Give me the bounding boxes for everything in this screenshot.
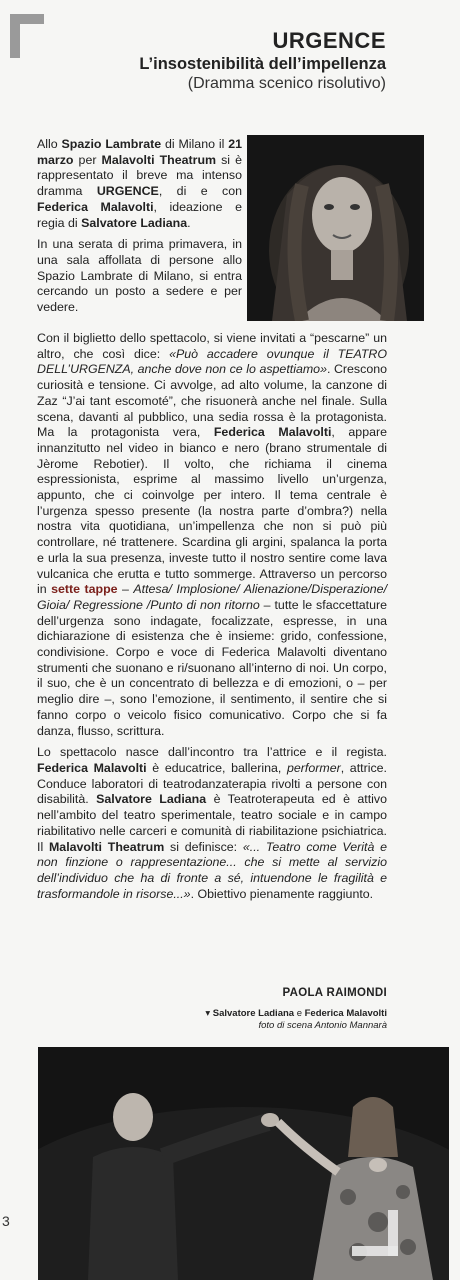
corner-bracket-top-left xyxy=(10,14,44,58)
paragraph-1: Allo Spazio Lambrate di Milano il 21 marzo per Malavolti Theatrum si è rappresentato il breve ma intenso dramma URGENCE, di e con Federica Malavolti, ideazione e regia di Salvatore Ladiana. xyxy=(37,137,243,230)
article-subtitle-secondary: (Dramma scenico risolutivo) xyxy=(187,75,386,92)
photo-caption: ▾ Salvatore Ladiana e Federica Malavolti foto di scena Antonio Mannarà xyxy=(205,1008,387,1031)
paragraph-2: In una serata di prima primavera, in una sala affollata di persone allo Spazio Lambrate di Milano, si entra cercando un posto a sedere e per vedere. xyxy=(37,237,242,315)
corner-bracket-bottom-right xyxy=(352,1210,398,1256)
page-number: 3 xyxy=(2,1213,10,1229)
caption-arrow-icon: ▾ xyxy=(205,1008,211,1019)
author-signature: PAOLA RAIMONDI xyxy=(282,987,387,999)
paragraph-4: Lo spettacolo nasce dall’incontro tra l’attrice e il regista. Federica Malavolti è educatrice, ballerina, performer, attrice. Conduce laboratori di teatrodanzaterapia rivolti a persone con disabilità. Salvatore Ladiana è Teatroterapeuta ed è attivo nell’ambito del teatro sperimentale, teatro sociale e in campo riabilitativo nelle carceri e comunità di riabilitazione psichiatrica. Il Malavolti Theatrum si definisce: «... Teatro come Verità e non finzione o rappresentazione... che si mette al servizio dell’individuo che ha di fronte a sé, intuendone le fragilità e trasformandole in risorse...». Obiettivo pienamente raggiunto. xyxy=(37,745,388,901)
article-subtitle: L’insostenibilità dell’impellenza xyxy=(139,55,386,73)
photo-credit: foto di scena Antonio Mannarà xyxy=(258,1020,387,1031)
paragraph-3: Con il biglietto dello spettacolo, si viene invitati a “pescarne” un altro, che così dice: «Può accadere ovunque il TEATRO DELL’URGENZA, anche dove non ce lo aspettiamo». Crescono curiosità e tensione. Ci avvolge, ad alto volume, la canzone di Zaz “J’ai tant escomoté”, che risuonerà anche nel finale. Sulla scena, davanti al pubblico, una sedia rossa è la protagonista. Ma la protagonista vera, Federica Malavolti, appare innanzitutto nel video in bianco e nero (brano strumentale di Jèrome Rebotier). Il volto, che richiama il cinema espressionista, esprime al massimo livello un’urgenza, appunto, che ci coinvolge per intero. Il tema centrale è l’urgenza spesso presente (la nostra parte d’ombra?) nella nostra vita quotidiana, un’impellenza che non si può più controllare, né trattenere. Scardina gli argini, spalanca la porta e urla la sua presenza, investe tutto il nostro sentire come lava vulcanica che erutta e tutto sommerge. Attraverso un percorso in sette tappe – Attesa/ Implosione/ Alienazione/Disperazione/ Gioia/ Regressione /Punto di non ritorno – tutte le sfaccettature dell’urgenza sono indagate, focalizzate, espresse, in una dichiarazione di esistenza che è insieme: grido, confessione, condivisione. Corpo e voce di Federica Malavolti diventano strumenti che suonano e ri/suonano all’interno di noi. Un corpo, il suo, che è un concentrato di bellezza e di emozioni, o – per meglio dire –, sono l’emozione, il sentimento, il sentire che si fanno corpo o veicolo fisico comunicativo. Corpo che si fa danza, flusso, scrittura. xyxy=(37,331,388,738)
article-header xyxy=(139,28,386,94)
article-intro xyxy=(37,137,242,322)
article-title: URGENCE xyxy=(272,28,386,53)
article-body xyxy=(37,331,387,908)
actress-portrait-photo xyxy=(247,135,424,321)
